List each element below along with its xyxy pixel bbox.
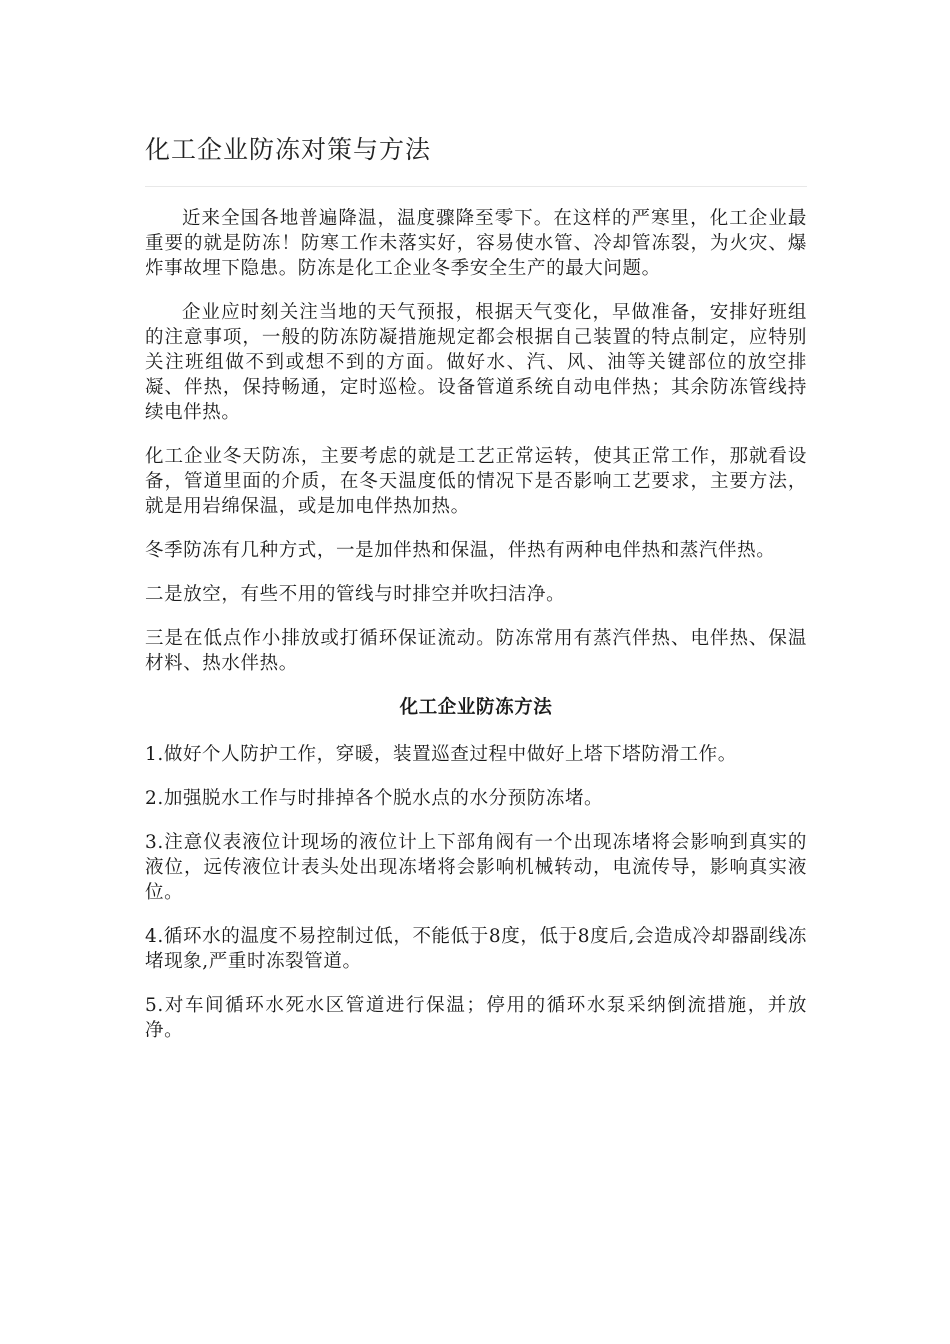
paragraph-weather-preparation: 企业应时刻关注当地的天气预报，根据天气变化，早做准备，安排好班组的注意事项，一般的防冻防凝措施规定都会根据自己装置的特点制定，应特别关注班组做不到或想不到的方面。做好水、汽、风、油等关键部位的放空排凝、伴热，保持畅通，定时巡检。设备管道系统自动电伴热；其余防冻管线持续电伴热。 [145,302,807,423]
list-item: 2.加强脱水工作与时排掉各个脱水点的水分预防冻堵。 [145,788,604,809]
paragraph-intro: 近来全国各地普遍降温，温度骤降至零下。在这样的严寒里，化工企业最重要的就是防冻！防寒工作未落实好，容易使水管、冷却管冻裂，为火灾、爆炸事故埋下隐患。防冻是化工企业冬季安全生产的最大问题。 [145,208,807,279]
paragraph-method-two: 二是放空，有些不用的管线与时排空并吹扫洁净。 [145,584,566,605]
list-item: 3.注意仪表液位计现场的液位计上下部角阀有一个出现冻堵将会影响到真实的液位，远传液位计表头处出现冻堵将会影响机械转动，电流传导，影响真实液位。 [145,832,807,903]
title-divider [145,186,807,187]
section-heading: 化工企业防冻方法 [399,697,553,718]
list-item: 1.做好个人防护工作，穿暖，装置巡查过程中做好上塔下塔防滑工作。 [145,744,737,765]
paragraph-winter-antifreeze: 化工企业冬天防冻，主要考虑的就是工艺正常运转，使其正常工作，那就看设备，管道里面的介质，在冬天温度低的情况下是否影响工艺要求，主要方法，就是用岩绵保温，或是加电伴热加热。 [145,446,807,517]
page-title: 化工企业防冻对策与方法 [145,135,432,164]
list-item: 5.对车间循环水死水区管道进行保温；停用的循环水泵采纳倒流措施，并放净。 [145,995,807,1041]
paragraph-method-one: 冬季防冻有几种方式，一是加伴热和保温，伴热有两种电伴热和蒸汽伴热。 [145,540,776,561]
document-body [145,206,807,1062]
paragraph-method-three: 三是在低点作小排放或打循环保证流动。防冻常用有蒸汽伴热、电伴热、保温材料、热水伴热。 [145,628,807,674]
list-item: 4.循环水的温度不易控制过低，不能低于8度，低于8度后,会造成冷却器副线冻堵现象,严重时冻裂管道。 [145,926,807,972]
